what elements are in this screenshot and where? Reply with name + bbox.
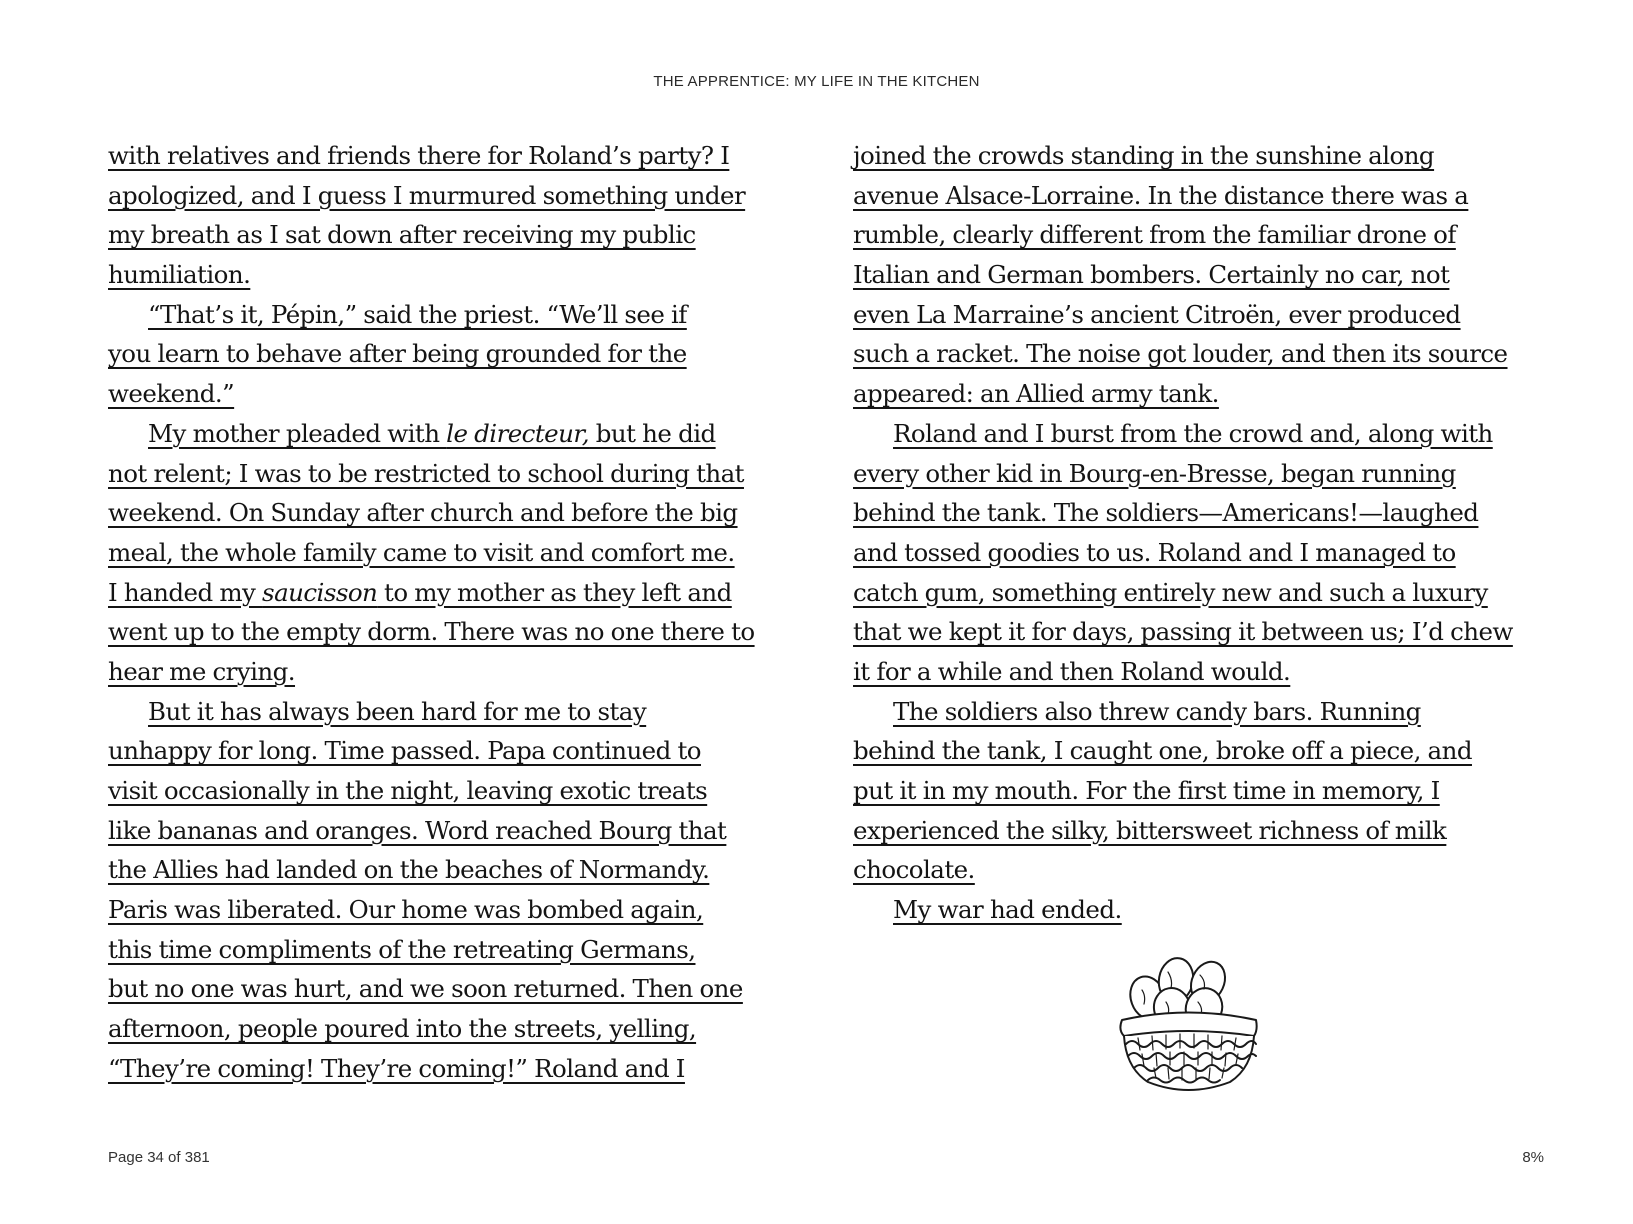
text-line: but no one was hurt, and we soon returned. Then one <box>108 974 743 1004</box>
text-line: But it has always been hard for me to stay <box>148 696 647 726</box>
page-number-label: Page 34 of 381 <box>108 1149 210 1166</box>
italic-phrase: saucisson <box>262 577 378 607</box>
text-line: chocolate. <box>853 855 975 885</box>
text-line: Roland and I burst from the crowd and, along with <box>893 418 1493 448</box>
text-line: and tossed goodies to us. Roland and I managed to <box>853 537 1456 567</box>
right-text-column <box>853 136 1553 930</box>
text-line: weekend.” <box>108 379 235 409</box>
text-line: apologized, and I guess I murmured something under <box>108 180 746 210</box>
text-line: My war had ended. <box>893 895 1122 925</box>
text-line: avenue Alsace-Lorraine. In the distance there was a <box>853 180 1469 210</box>
reading-progress-label: 8% <box>1522 1149 1544 1166</box>
text-line: unhappy for long. Time passed. Papa continued to <box>108 736 701 766</box>
text-line: weekend. On Sunday after church and before the big <box>108 498 738 528</box>
text-line: humiliation. <box>108 260 251 290</box>
text-line: afternoon, people poured into the streets, yelling, <box>108 1014 697 1044</box>
text-line: rumble, clearly different from the familiar drone of <box>853 220 1456 250</box>
text-line: behind the tank, I caught one, broke off a piece, and <box>853 736 1472 766</box>
egg-basket-icon <box>1108 950 1268 1100</box>
text-line: appeared: an Allied army tank. <box>853 379 1219 409</box>
text-line: not relent; I was to be restricted to school during that <box>108 458 744 488</box>
text-line: joined the crowds standing in the sunshine along <box>853 141 1435 170</box>
text-line: catch gum, something entirely new and such a luxury <box>853 577 1488 607</box>
running-header-title: THE APPRENTICE: MY LIFE IN THE KITCHEN <box>653 73 980 90</box>
text-line: this time compliments of the retreating Germans, <box>108 934 696 964</box>
text-line: every other kid in Bourg-en-Bresse, began running <box>853 458 1456 488</box>
text-line: My mother pleaded with le directeur, but he did <box>148 418 716 448</box>
text-line: behind the tank. The soldiers—Americans!—laughed <box>853 498 1479 528</box>
text-line: such a racket. The noise got louder, and then its source <box>853 339 1508 369</box>
text-line: The soldiers also threw candy bars. Running <box>893 696 1421 726</box>
text-line: like bananas and oranges. Word reached Bourg that <box>108 815 727 845</box>
text-line: experienced the silky, bittersweet richness of milk <box>853 815 1447 845</box>
text-line: put it in my mouth. For the first time in memory, I <box>853 776 1440 805</box>
text-line: it for a while and then Roland would. <box>853 656 1291 686</box>
italic-phrase: le directeur, <box>446 418 590 448</box>
text-line: “They’re coming! They’re coming!” Roland and I <box>108 1053 685 1083</box>
text-line: visit occasionally in the night, leaving exotic treats <box>108 776 708 805</box>
text-line: “That’s it, Pépin,” said the priest. “We’ll see if <box>148 299 687 329</box>
text-line: went up to the empty dorm. There was no one there to <box>108 617 755 647</box>
text-line: hear me crying. <box>108 656 296 686</box>
text-line: you learn to behave after being grounded for the <box>108 339 687 369</box>
text-line: meal, the whole family came to visit and comfort me. <box>108 537 735 567</box>
text-line: Italian and German bombers. Certainly no car, not <box>853 260 1450 290</box>
text-line: my breath as I sat down after receiving my public <box>108 220 696 250</box>
text-line: even La Marraine’s ancient Citroën, ever produced <box>853 299 1461 329</box>
text-line: the Allies had landed on the beaches of Normandy. <box>108 855 710 885</box>
text-line: Paris was liberated. Our home was bombed again, <box>108 895 704 925</box>
left-text-column <box>108 136 808 1089</box>
text-line: that we kept it for days, passing it between us; I’d chew <box>853 617 1513 647</box>
text-line: I handed my saucisson to my mother as they left and <box>108 577 732 607</box>
text-line: with relatives and friends there for Roland’s party? I <box>108 141 730 170</box>
